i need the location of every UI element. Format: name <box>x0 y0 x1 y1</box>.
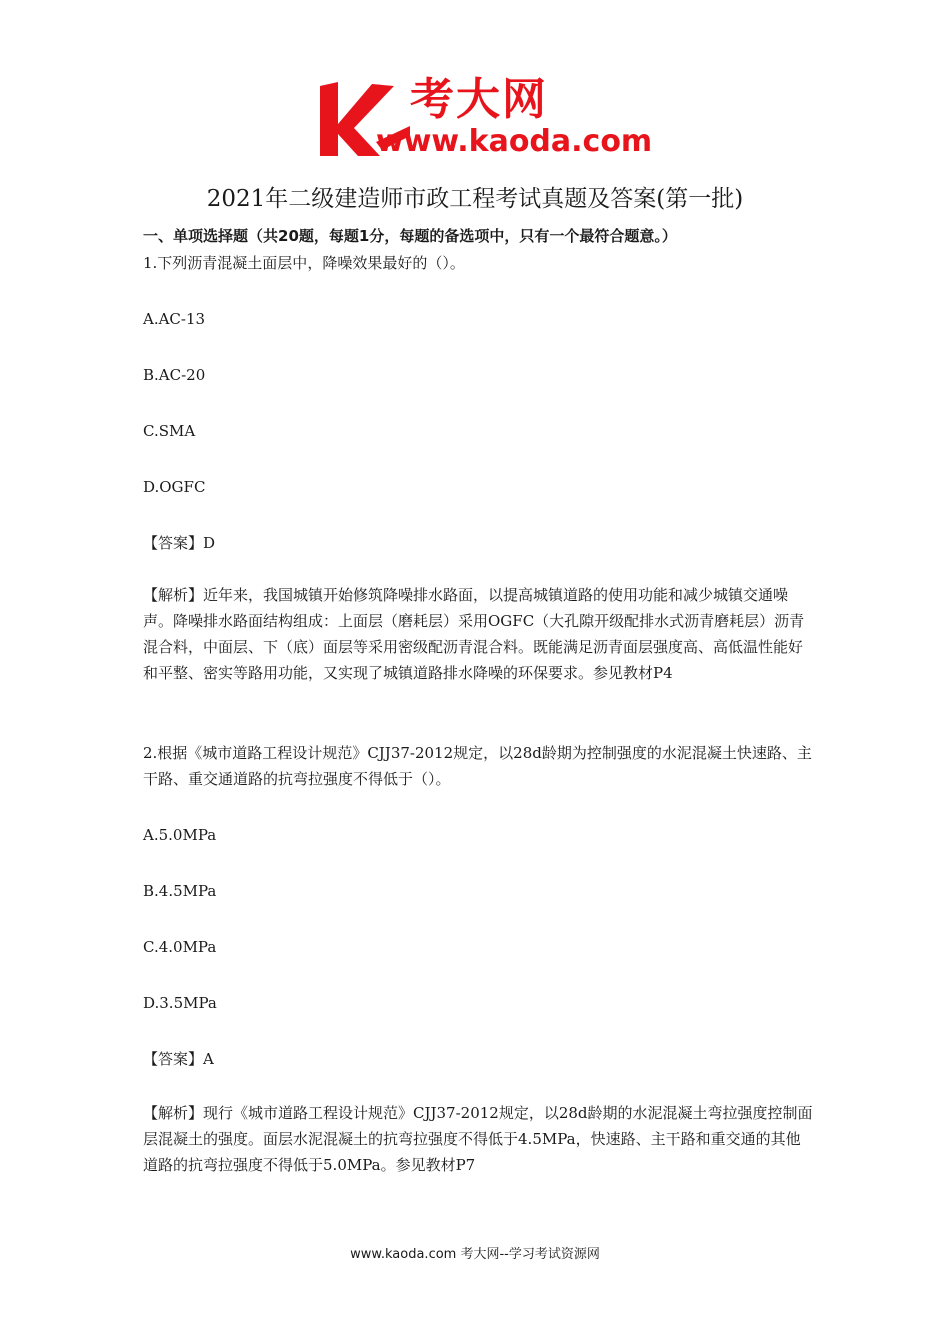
kaoda-logo <box>318 74 653 160</box>
question-2-option-d: D.3.5MPa <box>143 994 217 1012</box>
question-1-stem: 1.下列沥青混凝土面层中，降噪效果最好的（）。 <box>143 254 465 272</box>
question-2-option-c: C.4.0MPa <box>143 938 217 956</box>
logo-brand-name: 考大网 <box>410 74 548 125</box>
question-2-answer: 【答案】A <box>143 1050 214 1068</box>
section-heading: 一、单项选择题（共20题，每题1分，每题的备选项中，只有一个最符合题意。） <box>143 227 677 245</box>
question-1-option-b: B.AC-20 <box>143 366 206 384</box>
question-2-option-b: B.4.5MPa <box>143 882 217 900</box>
page-footer: www.kaoda.com 考大网--学习考试资源网 <box>350 1247 600 1262</box>
question-1-option-a: A.AC-13 <box>143 310 206 328</box>
question-2-stem: 2.根据《城市道路工程设计规范》CJJ37-2012规定，以28d龄期为控制强度的水泥混凝土快速路、主干路、重交通道路的抗弯拉强度不得低于（）。 <box>143 744 812 788</box>
question-1-option-d: D.OGFC <box>143 478 206 496</box>
question-2-analysis: 【解析】现行《城市道路工程设计规范》CJJ37-2012规定，以28d龄期的水泥混凝土弯拉强度控制面层混凝土的强度。面层水泥混凝土的抗弯拉强度不得低于4.5MPa，快速路、主干路和重交通的其他道路的抗弯拉强度不得低于5.0MPa。参见教材P7 <box>143 1104 813 1174</box>
question-2-option-a: A.5.0MPa <box>143 826 217 844</box>
question-1-option-c: C.SMA <box>143 422 196 440</box>
question-1-analysis: 【解析】近年来，我国城镇开始修筑降噪排水路面，以提高城镇道路的使用功能和减少城镇交通噪声。降噪排水路面结构组成：上面层（磨耗层）采用OGFC（大孔隙开级配排水式沥青磨耗层）沥青混合料，中面层、下（底）面层等采用密级配沥青混合料。既能满足沥青面层强度高、高低温性能好和平整、密实等路用功能，又实现了城镇道路排水降噪的环保要求。参见教材P4 <box>143 586 805 682</box>
logo-brand-url: www.kaoda.com <box>376 124 653 159</box>
question-1-answer: 【答案】D <box>143 534 216 552</box>
document-title: 2021年二级建造师市政工程考试真题及答案(第一批) <box>206 186 744 212</box>
